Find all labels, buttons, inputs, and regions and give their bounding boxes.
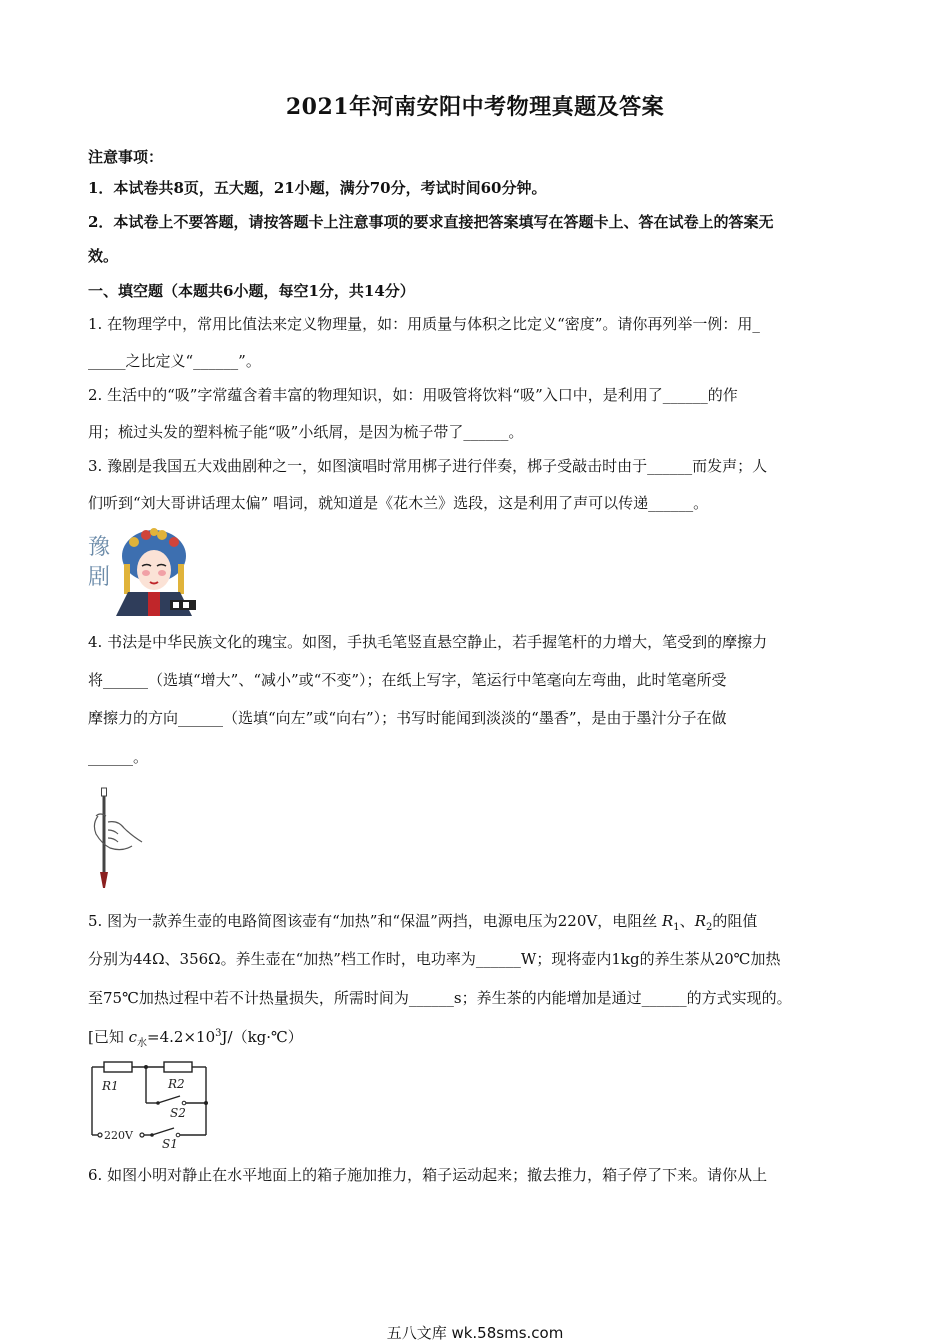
r1-subscript: 1 bbox=[673, 922, 680, 933]
q5-line-1-text: 5. 图为一款养生壶的电路简图该壶有“加热”和“保温”两挡，电源电压为220V，电阻丝 bbox=[88, 912, 662, 930]
opera-label-1: 豫 bbox=[88, 535, 111, 560]
voltage-label: 220V bbox=[104, 1129, 133, 1142]
r2-label: R2 bbox=[168, 1077, 185, 1091]
brush-figure bbox=[88, 786, 148, 890]
opera-illustration bbox=[84, 526, 198, 616]
footer-watermark: 五八文库 wk.58sms.com bbox=[386, 1324, 564, 1342]
r1-label: R1 bbox=[102, 1079, 119, 1093]
q4-line-4: ______。 bbox=[88, 748, 149, 766]
notice-heading: 注意事项： bbox=[88, 148, 164, 166]
q3-line-1: 3. 豫剧是我国五大戏曲剧种之一，如图演唱时常用梆子进行伴奏，梆子受敲击时由于______而发声；人 bbox=[88, 457, 768, 475]
r2-symbol: R bbox=[694, 912, 706, 930]
q1-line-2: _____之比定义“______”。 bbox=[88, 352, 261, 370]
specific-heat-symbol: c bbox=[128, 1028, 138, 1046]
known-prefix: [已知 bbox=[88, 1028, 129, 1046]
exponent: 3 bbox=[215, 1028, 222, 1039]
opera-label-2: 剧 bbox=[88, 565, 111, 590]
section-heading: 一、填空题（本题共6小题，每空1分，共14分） bbox=[88, 282, 415, 300]
brush-hand-illustration bbox=[88, 786, 148, 890]
q2-line-1: 2. 生活中的“吸”字常蕴含着丰富的物理知识，如：用吸管将饮料“吸”入口中，是利用了______的作 bbox=[88, 386, 738, 404]
notice-item-2-line-2: 效。 bbox=[88, 247, 119, 265]
circuit-diagram bbox=[88, 1058, 212, 1150]
q4-line-2: 将______（选填“增大”、“减小”或“不变”）；在纸上写字，笔运行中笔毫向左弯曲，此时笔毫所受 bbox=[88, 671, 727, 689]
r2-subscript: 2 bbox=[705, 922, 713, 933]
notice-item-2-line-1: 2．本试卷上不要答题，请按答题卡上注意事项的要求直接把答案填写在答题卡上、答在试卷上的答案无 bbox=[88, 213, 774, 231]
s1-label: S1 bbox=[162, 1137, 178, 1150]
q2-line-2: 用；梳过头发的塑料梳子能“吸”小纸屑，是因为梳子带了______。 bbox=[88, 423, 524, 441]
q4-line-3: 摩擦力的方向______（选填“向左”或“向右”）；书写时能闻到淡淡的“墨香”，是由于墨汁分子在做 bbox=[88, 709, 727, 727]
q6-line-1: 6. 如图小明对静止在水平地面上的箱子施加推力，箱子运动起来；撤去推力，箱子停了下来。请你从上 bbox=[88, 1166, 768, 1184]
q1-line-1: 1. 在物理学中，常用比值法来定义物理量，如：用质量与体积之比定义“密度”。请你再列举一例：用_ bbox=[88, 315, 760, 333]
q4-line-1: 4. 书法是中华民族文化的瑰宝。如图，手执毛笔竖直悬空静止，若手握笔杆的力增大，笔受到的摩擦力 bbox=[88, 633, 768, 651]
q5-line-3: 至75℃加热过程中若不计热量损失，所需时间为______s；养生茶的内能增加是通过______的方式实现的。 bbox=[88, 989, 792, 1007]
opera-figure bbox=[84, 526, 198, 616]
page-title: 2021年河南安阳中考物理真题及答案 bbox=[285, 94, 665, 120]
q5-line-1 bbox=[88, 910, 868, 939]
q5-line-4 bbox=[88, 1023, 868, 1055]
r1-symbol: R bbox=[662, 912, 674, 930]
specific-heat-value: =4.2×10 bbox=[147, 1028, 216, 1046]
q5-line-1-end: 的阻值 bbox=[712, 912, 758, 930]
q3-line-2: 们听到“刘大哥讲话理太偏” 唱词，就知道是《花木兰》选段，这是利用了声可以传递______。 bbox=[88, 494, 709, 512]
specific-heat-subscript: 水 bbox=[137, 1038, 148, 1049]
q5-line-2: 分别为44Ω、356Ω。养生壶在“加热”档工作时，电功率为______W；现将壶内1kg的养生茶从20℃加热 bbox=[88, 950, 781, 968]
s2-label: S2 bbox=[170, 1106, 186, 1120]
circuit-figure bbox=[88, 1058, 212, 1150]
notice-item-1: 1．本试卷共8页，五大题，21小题，满分70分，考试时间60分钟。 bbox=[88, 179, 547, 197]
specific-heat-unit: J/（kg·℃） bbox=[221, 1028, 303, 1046]
q5-separator: 、 bbox=[679, 912, 695, 930]
